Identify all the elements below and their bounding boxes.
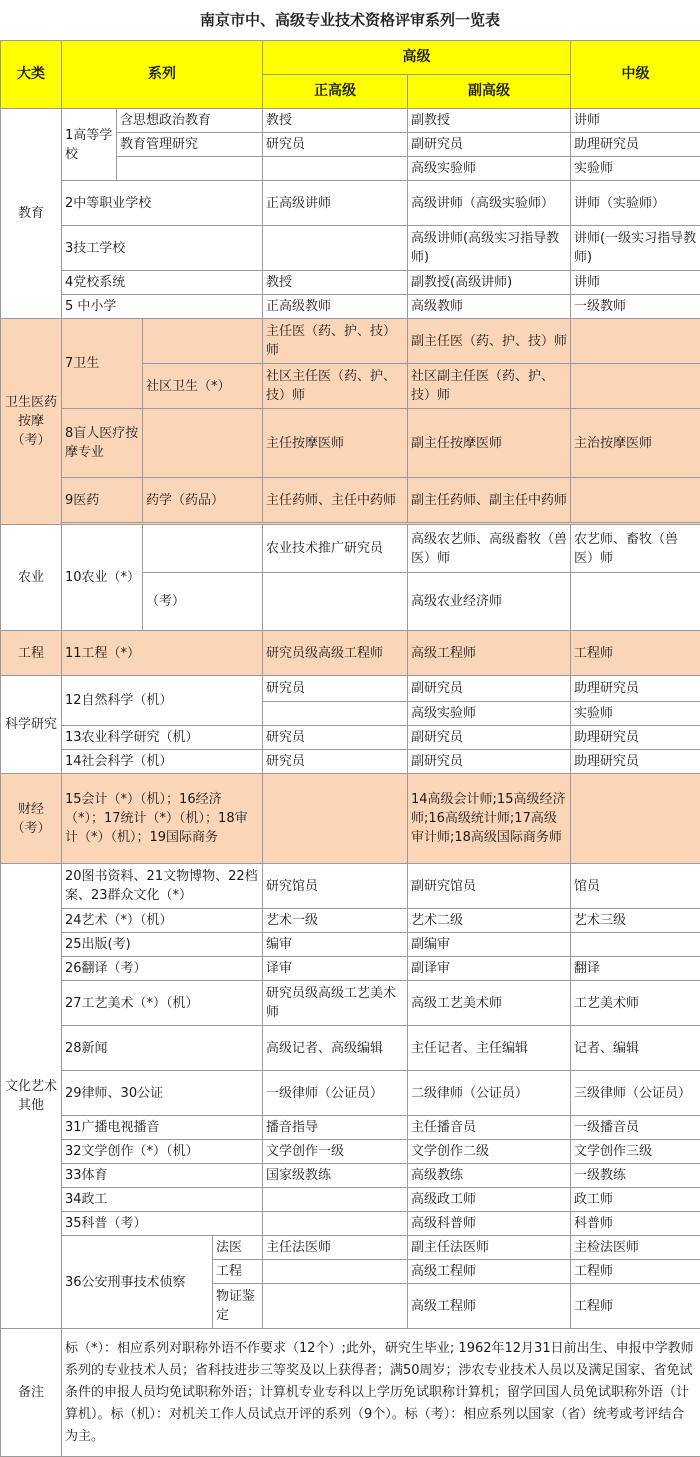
cell-full <box>263 1284 408 1329</box>
cell-vice: 高级实验师 <box>408 702 571 726</box>
cell-full: 播音指导 <box>263 1116 408 1140</box>
cell-full: 正高级讲师 <box>263 181 408 226</box>
cell-vice: 文学创作二级 <box>408 1140 571 1164</box>
cell-vice: 副编审 <box>408 933 571 957</box>
cell-vice: 高级讲师（高级实验师） <box>408 181 571 226</box>
series-higher-ed: 1高等学校 <box>62 109 117 181</box>
series-culture: 31广播电视播音 <box>62 1116 263 1140</box>
category-science: 科学研究 <box>1 676 62 774</box>
cell-vice: 高级讲师(高级实习指导教师) <box>408 226 571 271</box>
cell-full <box>263 702 408 726</box>
cell-full: 研究员 <box>263 133 408 157</box>
series-culture: 20图书资料、21文物博物、22档案、23群众文化（*） <box>62 864 263 909</box>
cell-full <box>263 157 408 181</box>
cell-vice: 副译审 <box>408 957 571 981</box>
series-community: 社区卫生（*） <box>143 364 263 409</box>
cell-vice: 14高级会计师;15高级经济师;16高级统计师;17高级审计师;18高级国际商务师 <box>408 774 571 864</box>
cell-vice: 副研究员 <box>408 676 571 702</box>
series-agri-exam: （考） <box>143 573 263 631</box>
category-education: 教育 <box>1 109 62 319</box>
cell-vice: 高级教师 <box>408 295 571 319</box>
cell-mid: 助理研究员 <box>571 676 700 702</box>
cell-full <box>263 1188 408 1212</box>
cell-vice: 高级实验师 <box>408 157 571 181</box>
cell-mid: 讲师 <box>571 109 700 133</box>
series-natural-science: 12自然科学（机） <box>62 676 263 726</box>
cell-full <box>263 774 408 864</box>
series-agri-science: 13农业科学研究（机） <box>62 726 263 750</box>
series-police-sub: 工程 <box>213 1260 263 1284</box>
cell-mid: 科普师 <box>571 1212 700 1236</box>
series-social-science: 14社会科学（机） <box>62 750 263 774</box>
cell-mid: 一级教师 <box>571 295 700 319</box>
series-culture: 24艺术（*）（机） <box>62 909 263 933</box>
series-vocational: 2中等职业学校 <box>62 181 263 226</box>
cell-mid: 实验师 <box>571 702 700 726</box>
cell-mid: 农艺师、畜牧（兽医）师 <box>571 525 700 573</box>
cell-full: 研究员 <box>263 750 408 774</box>
cell-mid: 工程师 <box>571 1260 700 1284</box>
cell-mid: 工程师 <box>571 631 700 676</box>
cell-mid <box>571 774 700 864</box>
cell-full: 国家级教练 <box>263 1164 408 1188</box>
cell-full: 高级记者、高级编辑 <box>263 1026 408 1071</box>
cell-vice: 副主任按摩医师 <box>408 409 571 478</box>
series-police-sub: 法医 <box>213 1236 263 1260</box>
cell-mid: 实验师 <box>571 157 700 181</box>
category-culture: 文化艺术其他 <box>1 864 62 1329</box>
cell-mid: 工艺美术师 <box>571 981 700 1026</box>
cell-mid: 文学创作三级 <box>571 1140 700 1164</box>
cell-full: 文学创作一级 <box>263 1140 408 1164</box>
cell-full: 主任药师、主任中药师 <box>263 478 408 523</box>
page-title: 南京市中、高级专业技术资格评审系列一览表 <box>0 0 700 40</box>
series-empty <box>143 409 263 478</box>
cell-mid: 政工师 <box>571 1188 700 1212</box>
series-police: 36公安刑事技术侦察 <box>62 1236 213 1329</box>
cell-full: 研究员 <box>263 676 408 702</box>
category-agriculture: 农业 <box>1 525 62 631</box>
cell-vice: 社区副主任医（药、护、技）师 <box>408 364 571 409</box>
cell-full: 编审 <box>263 933 408 957</box>
series-culture: 26翻译（考） <box>62 957 263 981</box>
series-culture: 35科普（考） <box>62 1212 263 1236</box>
cell-vice: 副教授(高级讲师) <box>408 271 571 295</box>
cell-vice: 副主任医（药、护、技）师 <box>408 319 571 364</box>
series-pharmacy: 9医药 <box>62 478 143 523</box>
cell-full: 社区主任医（药、护、技）师 <box>263 364 408 409</box>
category-finance: 财经（考） <box>1 774 62 864</box>
cell-mid: 主治按摩医师 <box>571 409 700 478</box>
cell-full: 教授 <box>263 271 408 295</box>
cell-full <box>263 226 408 271</box>
cell-full: 艺术一级 <box>263 909 408 933</box>
cell-vice: 副研究馆员 <box>408 864 571 909</box>
cell-full: 正高级教师 <box>263 295 408 319</box>
cell-mid: 馆员 <box>571 864 700 909</box>
cell-mid <box>571 319 700 364</box>
cell-vice: 副研究员 <box>408 726 571 750</box>
cell-vice: 高级工程师 <box>408 1284 571 1329</box>
cell-vice: 高级科普师 <box>408 1212 571 1236</box>
cell-full: 主任法医师 <box>263 1236 408 1260</box>
series-culture: 29律师、30公证 <box>62 1071 263 1116</box>
cell-full: 研究馆员 <box>263 864 408 909</box>
series-empty <box>143 319 263 364</box>
cell-vice: 二级律师（公证员） <box>408 1071 571 1116</box>
remarks-label: 备注 <box>1 1329 62 1457</box>
cell-mid: 讲师 <box>571 271 700 295</box>
series-empty <box>143 525 263 573</box>
cell-full: 教授 <box>263 109 408 133</box>
series-culture: 32文学创作（*）（机） <box>62 1140 263 1164</box>
cell-mid: 记者、编辑 <box>571 1026 700 1071</box>
cell-mid <box>571 933 700 957</box>
header-full-senior: 正高级 <box>263 75 408 109</box>
cell-vice: 艺术二级 <box>408 909 571 933</box>
cell-full <box>263 573 408 631</box>
remarks-text: 标（*）：相应系列对职称外语不作要求（12个）;此外，研究生毕业; 1962年12月31日前出生、申报中学教师系列的专业技术人员；省科技进步三等奖及以上获得者；满50周岁；涉农专业技术人员以及满足国家、省免试条件的申报人员均免试职称外语；计算机专业专科以上学历免试职称计算机；留学回国人员免试职称外语（计算机）。标（机）：对机关工作人员试点开评的系列（9个）。标（考）：相应系列以国家（省）统考或考评结合为主。 <box>62 1329 700 1457</box>
cell-mid: 助理研究员 <box>571 726 700 750</box>
series-culture: 27工艺美术（*）（机） <box>62 981 263 1026</box>
category-health: 卫生医药按摩（考） <box>1 319 62 525</box>
cell-vice: 高级工程师 <box>408 1260 571 1284</box>
cell-vice: 高级教练 <box>408 1164 571 1188</box>
cell-full: 研究员 <box>263 726 408 750</box>
cell-mid <box>571 478 700 523</box>
header-intermediate: 中级 <box>571 41 700 109</box>
cell-vice: 副教授 <box>408 109 571 133</box>
cell-mid: 讲师(一级实习指导教师) <box>571 226 700 271</box>
cell-vice: 高级工艺美术师 <box>408 981 571 1026</box>
series-party: 4党校系统 <box>62 271 263 295</box>
series-culture: 34政工 <box>62 1188 263 1212</box>
series-culture: 25出版(考) <box>62 933 263 957</box>
header-series: 系列 <box>62 41 263 109</box>
series-pharma-sub: 药学（药品） <box>143 478 263 523</box>
cell-mid: 讲师（实验师） <box>571 181 700 226</box>
cell-vice: 高级工程师 <box>408 631 571 676</box>
cell-full: 主任按摩医师 <box>263 409 408 478</box>
cell-vice: 高级政工师 <box>408 1188 571 1212</box>
header-vice-senior: 副高级 <box>408 75 571 109</box>
series-hygiene: 7卫生 <box>62 319 143 409</box>
header-category: 大类 <box>1 41 62 109</box>
cell-mid: 一级播音员 <box>571 1116 700 1140</box>
cell-vice: 副主任药师、副主任中药师 <box>408 478 571 523</box>
series-empty <box>117 157 263 181</box>
cell-vice: 副研究员 <box>408 750 571 774</box>
series-school: 5 中小学 <box>62 295 263 319</box>
cell-vice: 高级农业经济师 <box>408 573 571 631</box>
cell-vice: 高级农艺师、高级畜牧（兽医）师 <box>408 525 571 573</box>
cell-mid: 工程师 <box>571 1284 700 1329</box>
cell-full <box>263 1260 408 1284</box>
series-culture: 28新闻 <box>62 1026 263 1071</box>
series-massage: 8盲人医疗按摩专业 <box>62 409 143 478</box>
series-engineering: 11工程（*） <box>62 631 263 676</box>
cell-full: 一级律师（公证员） <box>263 1071 408 1116</box>
cell-vice: 副研究员 <box>408 133 571 157</box>
series-technical: 3技工学校 <box>62 226 263 271</box>
series-finance: 15会计（*）（机）；16经济（*）；17统计（*）（机）；18审计（*）（机）；19国际商务 <box>62 774 263 864</box>
cell-mid: 艺术三级 <box>571 909 700 933</box>
cell-mid: 助理研究员 <box>571 133 700 157</box>
series-agriculture: 10农业（*） <box>62 525 143 631</box>
cell-full: 研究员级高级工艺美术师 <box>263 981 408 1026</box>
cell-mid: 主检法医师 <box>571 1236 700 1260</box>
cell-mid: 助理研究员 <box>571 750 700 774</box>
cell-full: 研究员级高级工程师 <box>263 631 408 676</box>
qualification-table <box>0 40 700 1457</box>
cell-mid: 翻译 <box>571 957 700 981</box>
cell-full <box>263 1212 408 1236</box>
cell-vice: 主任记者、主任编辑 <box>408 1026 571 1071</box>
cell-vice: 主任播音员 <box>408 1116 571 1140</box>
cell-full: 译审 <box>263 957 408 981</box>
cell-full: 农业技术推广研究员 <box>263 525 408 573</box>
header-senior: 高级 <box>263 41 571 75</box>
cell-vice: 副主任法医师 <box>408 1236 571 1260</box>
cell-full: 主任医（药、护、技）师 <box>263 319 408 364</box>
cell-mid <box>571 573 700 631</box>
category-engineering: 工程 <box>1 631 62 676</box>
series-police-sub: 物证鉴定 <box>213 1284 263 1329</box>
series-culture: 33体育 <box>62 1164 263 1188</box>
series-edu-mgmt: 教育管理研究 <box>117 133 263 157</box>
cell-mid: 三级律师（公证员） <box>571 1071 700 1116</box>
cell-mid: 一级教练 <box>571 1164 700 1188</box>
series-ideology: 含思想政治教育 <box>117 109 263 133</box>
cell-mid <box>571 364 700 409</box>
